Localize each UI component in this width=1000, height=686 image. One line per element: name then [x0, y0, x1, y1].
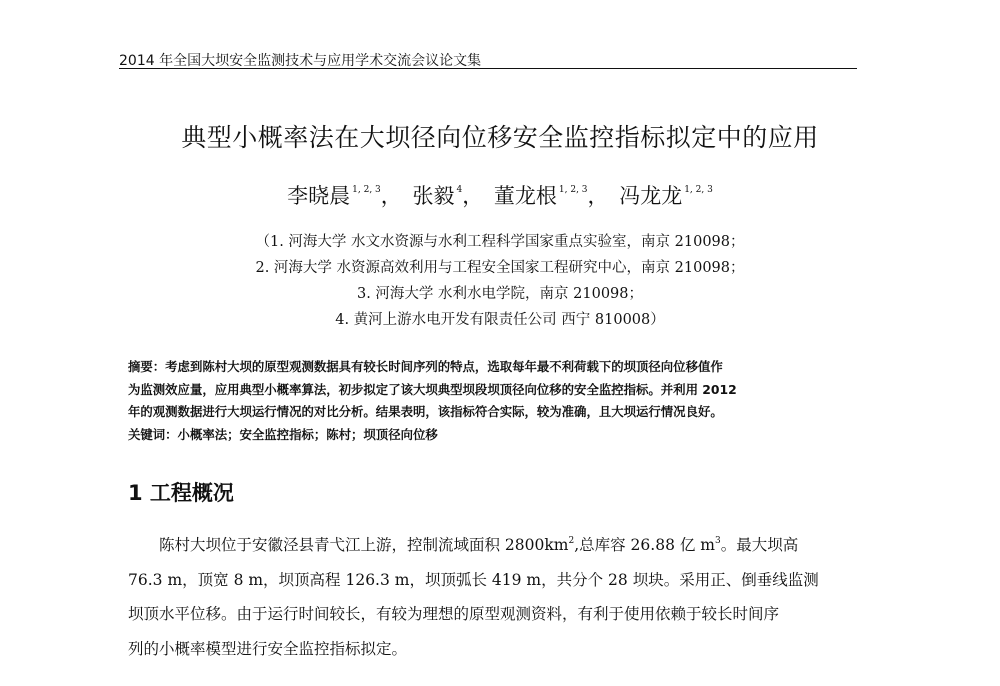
author [494, 184, 609, 208]
body-line [128, 524, 874, 563]
affiliation-line: 2. 河海大学 水资源高效利用与工程安全国家工程研究中心，南京 210098； [255, 260, 745, 276]
author [287, 184, 402, 208]
section-heading: 1 工程概况 [128, 481, 234, 505]
author-separator: ， [380, 184, 402, 208]
author-name: 冯龙龙 [619, 184, 683, 208]
author-name: 张毅 [412, 184, 455, 208]
paper-title: 典型小概率法在大坝径向位移安全监控指标拟定中的应用 [181, 123, 819, 152]
header-rule [119, 68, 857, 69]
body-line: 76.3 m，顶宽 8 m，坝顶高程 126.3 m，坝顶弧长 419 m，共分个 28 坝块。采用正、倒垂线监测 [128, 570, 819, 589]
abstract-line: 年的观测数据进行大坝运行情况的对比分析。结果表明，该指标符合实际，较为准确，且大坝运行情况良好。 [128, 404, 723, 419]
author [412, 184, 483, 208]
body-text-segment: ,总库容 26.88 亿 m [574, 536, 715, 554]
body-line: 坝顶水平位移。由于运行时间较长，有较为理想的原型观测资料，有利于使用依赖于较长时间序 [128, 605, 780, 623]
affiliation-line: 4. 黄河上游水电开发有限责任公司 西宁 810008） [335, 312, 665, 328]
body-text-segment: 。最大坝高 [720, 536, 799, 554]
author-affiliation-marks: 1, 2, 3 [558, 185, 588, 195]
author-separator: ， [587, 184, 609, 208]
keywords-line: 关键词：小概率法；安全监控指标；陈村；坝顶径向位移 [128, 426, 438, 442]
abstract-line: 摘要：考虑到陈村大坝的原型观测数据具有较长时间序列的特点，选取每年最不利荷载下的坝顶径向位移值作 [128, 359, 723, 374]
running-header: 2014 年全国大坝安全监测技术与应用学术交流会议论文集 [119, 53, 482, 69]
affiliation-line: 3. 河海大学 水利水电学院，南京 210098； [356, 286, 643, 302]
body-text-segment: 陈村大坝位于安徽泾县青弋江上游，控制流域面积 2800km [159, 536, 569, 554]
body-paragraph [128, 524, 874, 666]
author-list [0, 180, 1000, 210]
author-affiliation-marks: 4 [456, 185, 463, 195]
abstract-line: 为监测效应量，应用典型小概率算法，初步拟定了该大坝典型坝段坝顶径向位移的安全监控指标。并利用 2012 [128, 381, 737, 397]
author-name: 李晓晨 [287, 184, 351, 208]
author-affiliation-marks: 1, 2, 3 [684, 185, 713, 195]
abstract [128, 356, 874, 446]
superscript: 3 [714, 536, 721, 546]
author-name: 董龙根 [493, 184, 557, 208]
body-line: 列的小概率模型进行安全监控指标拟定。 [128, 639, 408, 658]
affiliation-line: （1. 河海大学 水文水资源与水利工程科学国家重点实验室，南京 210098； [255, 234, 745, 250]
author-affiliation-marks: 1, 2, 3 [352, 185, 381, 195]
author [619, 184, 713, 208]
author-separator: ， [462, 184, 484, 208]
superscript: 2 [568, 536, 575, 546]
